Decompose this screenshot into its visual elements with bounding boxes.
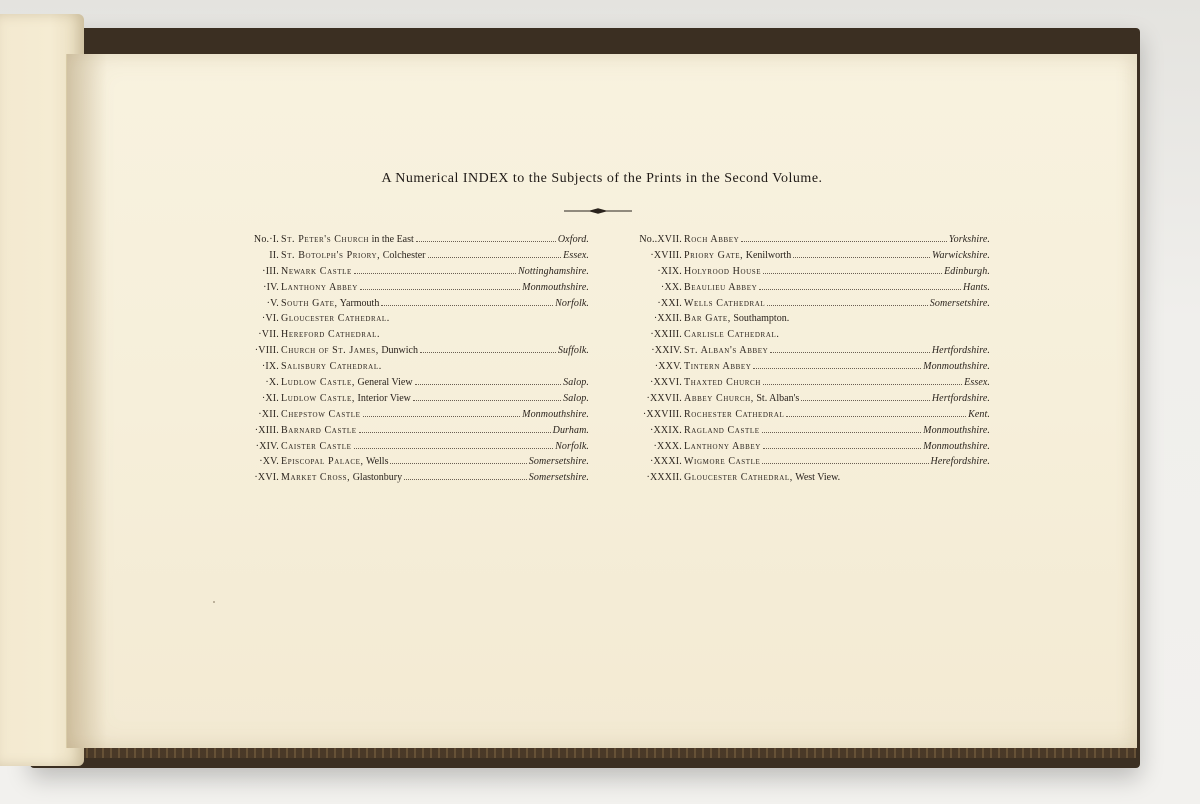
subject-name: Holyrood House	[684, 265, 762, 277]
page-title: A Numerical INDEX to the Subjects of the Prints in the Second Volume.	[381, 171, 823, 186]
county-name: Monmouthshire.	[522, 408, 589, 420]
plate-number: ·XXXII.	[646, 472, 682, 484]
plate-number: ·XXI.	[657, 297, 682, 309]
plate-number: ·VIII.	[254, 345, 279, 357]
leader-dots	[762, 455, 928, 464]
index-entry	[630, 296, 990, 312]
subject-location: General View	[355, 377, 413, 389]
index-entry	[227, 296, 589, 312]
subject-name: Ragland Castle	[684, 424, 760, 436]
subject-name: South Gate,	[281, 297, 338, 309]
county-name: Hants.	[963, 281, 990, 293]
subject	[281, 359, 589, 375]
plate-number: ·XII.	[258, 408, 279, 420]
index-entry	[227, 439, 589, 455]
plate-number: No.·I.	[253, 234, 279, 245]
county-name: Durham.	[552, 424, 589, 436]
leader-dots	[759, 281, 961, 290]
index-entry	[227, 470, 589, 486]
county-name: Salop.	[563, 392, 589, 404]
plate-number: ·VI.	[261, 313, 279, 325]
leader-dots	[416, 233, 556, 242]
index-entry	[630, 375, 990, 391]
subject-name: Gloucester Cathedral,	[684, 472, 793, 484]
subject	[684, 407, 990, 423]
subject	[281, 280, 589, 296]
county-name: Essex.	[563, 249, 589, 261]
plate-number: ·X.	[265, 377, 279, 389]
leader-dots	[363, 408, 521, 417]
subject	[684, 264, 990, 280]
county-name: Warwickshire.	[931, 249, 990, 261]
plate-number: ·XXV.	[654, 361, 682, 373]
plate-number: ·IV.	[263, 281, 279, 293]
leader-dots	[801, 392, 930, 401]
leader-dots	[359, 424, 551, 433]
subject	[684, 439, 990, 455]
county-name: Norfolk.	[555, 440, 589, 452]
subject	[684, 454, 990, 470]
plate-number: ·XXIX.	[649, 424, 682, 436]
subject-name: St. Peter's Church	[281, 234, 370, 245]
county-name: Monmouthshire.	[923, 440, 990, 452]
plate-number: ·XXIV.	[651, 345, 682, 357]
county-name: Kent.	[968, 408, 990, 420]
index-entry	[630, 470, 990, 486]
index-entry	[630, 264, 990, 280]
index-entry	[227, 327, 589, 343]
plate-number: ·XX.	[660, 281, 682, 293]
subject-name: Wigmore Castle	[684, 456, 761, 468]
subject	[281, 327, 589, 343]
leader-dots	[428, 249, 562, 258]
county-name: Oxford.	[557, 234, 589, 245]
plate-number: ·XXVII.	[646, 392, 682, 404]
county-name: Suffolk.	[557, 345, 589, 357]
subject	[281, 407, 589, 423]
subject	[684, 375, 990, 391]
subject	[281, 264, 589, 280]
index-entry	[630, 248, 990, 264]
index-entry	[630, 343, 990, 359]
subject-name: Hereford Cathedral.	[281, 329, 381, 341]
index-entry	[227, 248, 589, 264]
index-page	[66, 54, 1137, 748]
index-entry	[227, 311, 589, 327]
leader-dots	[763, 376, 962, 385]
subject-name: Market Cross,	[281, 472, 351, 484]
index-entry	[227, 407, 589, 423]
subject-name: Carlisle Cathedral.	[684, 329, 780, 341]
subject-name: Gloucester Cathedral.	[281, 313, 390, 325]
subject	[684, 296, 990, 312]
subject	[684, 343, 990, 359]
index-entry	[227, 343, 589, 359]
index-entry	[630, 280, 990, 296]
leader-dots	[767, 297, 928, 306]
subject	[684, 311, 990, 327]
leader-dots	[786, 408, 966, 417]
subject	[684, 470, 990, 486]
county-name: Norfolk.	[555, 297, 589, 309]
plate-number: ·VII.	[258, 329, 279, 341]
subject-name: Roch Abbey	[684, 234, 740, 245]
county-name: Essex.	[964, 377, 990, 389]
subject	[281, 423, 589, 439]
leader-dots	[793, 249, 930, 258]
plate-number: ·XIX.	[657, 265, 682, 277]
plate-number: ·XVI.	[254, 472, 279, 484]
subject-name: Wells Cathedral	[684, 297, 766, 309]
index-entry	[227, 423, 589, 439]
subject-name: Barnard Castle	[281, 424, 357, 436]
subject-location: in the East	[369, 234, 414, 245]
leader-dots	[390, 455, 526, 464]
subject-name: Lanthony Abbey	[281, 281, 358, 293]
county-name: Edinburgh.	[944, 265, 990, 277]
subject	[281, 470, 589, 486]
subject-name: Newark Castle	[281, 265, 352, 277]
index-entry	[227, 280, 589, 296]
subject	[281, 248, 589, 264]
county-name: Monmouthshire.	[923, 361, 990, 373]
subject-location: Colchester	[380, 249, 426, 261]
subject	[281, 311, 589, 327]
subject-name: Abbey Church,	[684, 392, 754, 404]
leader-dots	[354, 265, 516, 274]
paper-speck	[213, 601, 215, 603]
subject	[281, 454, 589, 470]
county-name: Somersetshire.	[528, 472, 589, 484]
index-entry	[630, 232, 990, 248]
county-name: Nottinghamshire.	[518, 265, 589, 277]
subject	[684, 391, 990, 407]
subject-name: Church of St. James,	[281, 345, 379, 357]
index-entry	[227, 454, 589, 470]
plate-number: ·XIII.	[254, 424, 279, 436]
leader-dots	[753, 360, 921, 369]
leader-dots	[770, 344, 930, 353]
index-entry	[227, 359, 589, 375]
subject	[684, 359, 990, 375]
plate-number: No..XVII.	[639, 234, 682, 245]
subject	[281, 391, 589, 407]
subject	[281, 343, 589, 359]
leader-dots	[404, 471, 527, 480]
subject-location: Wells	[363, 456, 389, 468]
county-name: Somersetshire.	[929, 297, 990, 309]
index-entry	[630, 359, 990, 375]
subject-name: Episcopal Palace,	[281, 456, 364, 468]
index-entry	[630, 391, 990, 407]
subject-location: Yarmouth	[337, 297, 380, 309]
county-name: Monmouthshire.	[522, 281, 589, 293]
county-name: Somersetshire.	[528, 456, 589, 468]
subject	[684, 232, 990, 248]
subject-name: St. Alban's Abbey	[684, 345, 769, 357]
leader-dots	[381, 297, 553, 306]
subject-name: Bar Gate,	[684, 313, 731, 325]
index-entry	[630, 423, 990, 439]
plate-number: ·V.	[266, 297, 279, 309]
subject-location: Kenilworth	[743, 249, 792, 261]
plate-number: ·III.	[262, 265, 279, 277]
index-entry	[630, 407, 990, 423]
index-entry	[227, 375, 589, 391]
title-ornament	[564, 207, 632, 215]
subject-name: Tintern Abbey	[684, 361, 752, 373]
subject-name: Priory Gate,	[684, 249, 744, 261]
index-entry	[630, 327, 990, 343]
plate-number: ·XXXI.	[649, 456, 682, 468]
county-name: Hertfordshire.	[931, 345, 990, 357]
plate-number: ·XXVIII.	[642, 408, 682, 420]
index-column-left	[227, 232, 589, 486]
subject-location: Glastonbury	[350, 472, 403, 484]
subject-name: Rochester Cathedral	[684, 408, 785, 420]
plate-number: ·XVIII.	[650, 249, 682, 261]
plate-number: ·XIV.	[255, 440, 279, 452]
leader-dots	[741, 233, 947, 242]
leader-dots	[354, 440, 554, 449]
county-name: Yorkshire.	[948, 234, 990, 245]
subject	[281, 296, 589, 312]
index-column-right	[630, 232, 990, 486]
index-entry	[227, 232, 589, 248]
leader-dots	[763, 265, 942, 274]
subject-name: Ludlow Castle,	[281, 377, 356, 389]
county-name: Herefordshire.	[930, 456, 990, 468]
subject	[684, 423, 990, 439]
index-entry	[630, 454, 990, 470]
leader-dots	[420, 344, 556, 353]
subject	[684, 280, 990, 296]
subject	[281, 375, 589, 391]
plate-number: ·XXVI.	[649, 377, 682, 389]
subject-name: Chepstow Castle	[281, 408, 361, 420]
leader-dots	[762, 424, 922, 433]
subject	[281, 439, 589, 455]
subject-name: Thaxted Church	[684, 377, 761, 389]
gutter-shadow	[67, 54, 107, 748]
county-name: Salop.	[563, 377, 589, 389]
subject-location: Southampton.	[730, 313, 790, 325]
index-entry	[227, 264, 589, 280]
index-entry	[630, 311, 990, 327]
county-name: Hertfordshire.	[931, 392, 990, 404]
plate-number: II.	[269, 249, 279, 261]
leader-dots	[360, 281, 520, 290]
subject-name: Ludlow Castle,	[281, 392, 356, 404]
subject-location: West View.	[792, 472, 841, 484]
subject-name: St. Botolph's Priory,	[281, 249, 381, 261]
subject	[281, 232, 589, 248]
plate-number: ·XXII.	[653, 313, 682, 325]
plate-number: ·IX.	[261, 361, 279, 373]
index-entry	[227, 391, 589, 407]
leader-dots	[763, 440, 921, 449]
subject	[684, 248, 990, 264]
index-entry	[630, 439, 990, 455]
subject-name: Salisbury Cathedral.	[281, 361, 382, 373]
leader-dots	[413, 392, 561, 401]
subject	[684, 327, 990, 343]
plate-number: ·XV.	[259, 456, 279, 468]
subject-name: Lanthony Abbey	[684, 440, 761, 452]
county-name: Monmouthshire.	[923, 424, 990, 436]
leader-dots	[415, 376, 562, 385]
subject-location: Interior View	[355, 392, 411, 404]
subject-location: St. Alban's	[753, 392, 800, 404]
subject-location: Dunwich	[378, 345, 418, 357]
plate-number: ·XXIII.	[650, 329, 682, 341]
subject-name: Caister Castle	[281, 440, 352, 452]
plate-number: ·XI.	[261, 392, 279, 404]
plate-number: ·XXX.	[653, 440, 682, 452]
subject-name: Beaulieu Abbey	[684, 281, 758, 293]
